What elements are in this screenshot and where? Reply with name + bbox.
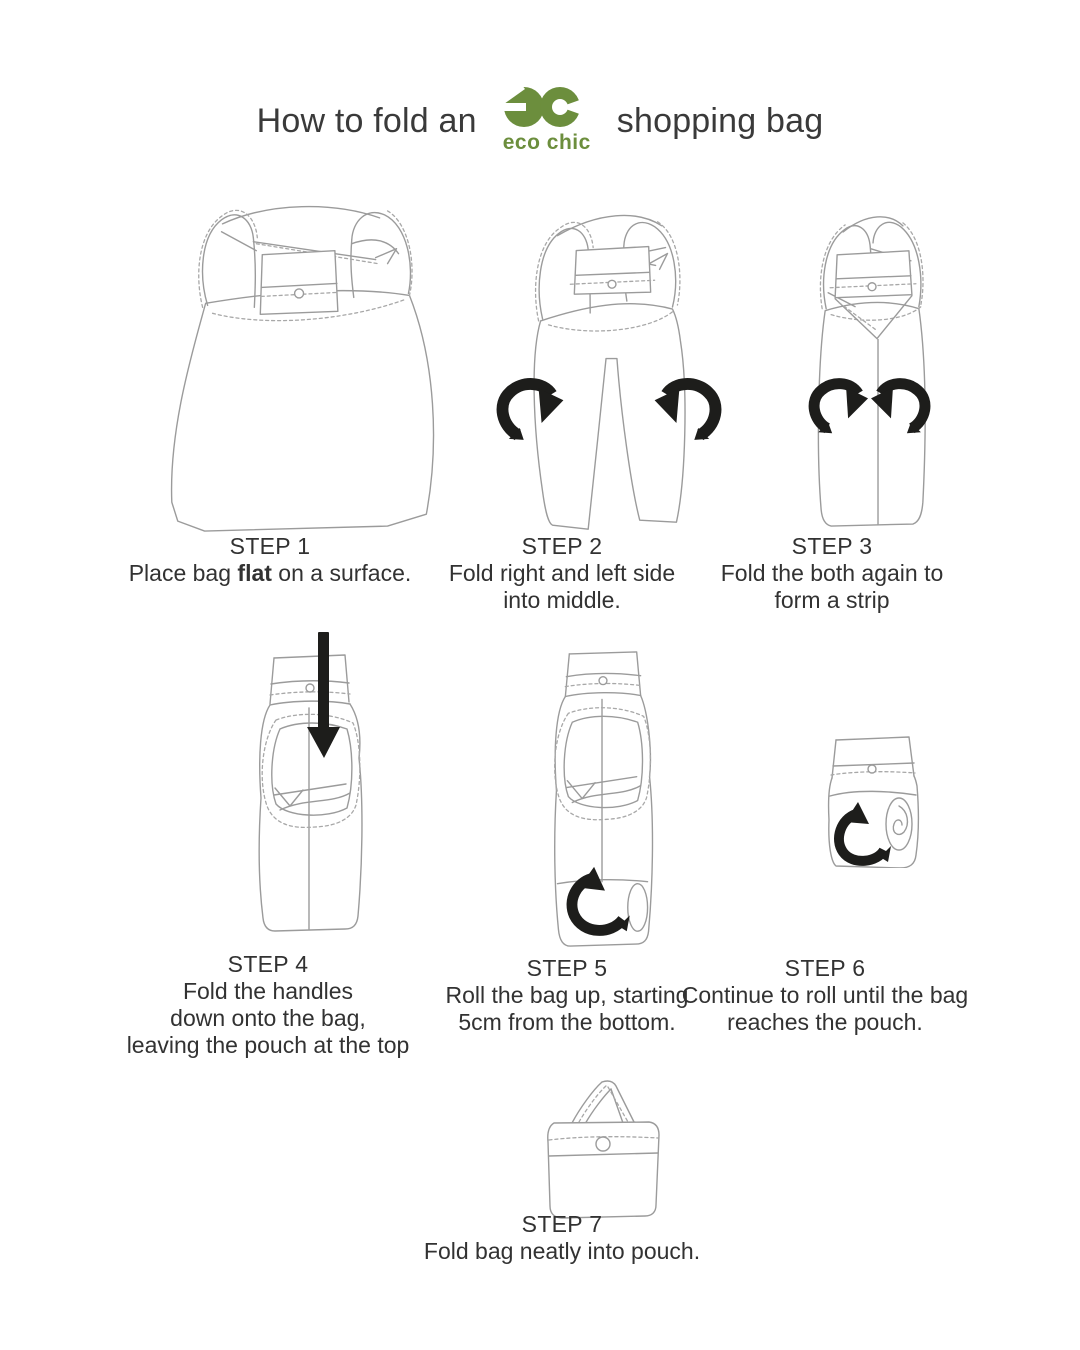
caption-line: Roll the bag up, starting xyxy=(445,981,689,1008)
brand-logo xyxy=(491,84,603,155)
step-7-label: STEP 7 xyxy=(521,1211,603,1237)
snap-button-icon xyxy=(295,289,304,298)
down-arrow-icon xyxy=(307,632,340,758)
caption-line: Fold the handles xyxy=(182,977,354,1004)
roll-edge xyxy=(628,884,648,932)
roll-up-arrow-icon xyxy=(839,802,891,862)
step-6-figure xyxy=(820,716,932,868)
strip-handles-down-illustration xyxy=(245,628,380,933)
step-2-figure xyxy=(490,194,730,546)
step-7-figure xyxy=(538,1072,668,1222)
step-3-caption xyxy=(692,533,972,614)
finished-pouch-illustration xyxy=(538,1072,668,1222)
pouch-panel xyxy=(260,251,338,315)
step-4-label: STEP 4 xyxy=(227,951,309,977)
snap-button-icon xyxy=(868,765,876,773)
step-5-label: STEP 5 xyxy=(526,955,608,981)
title-prefix: How to fold an xyxy=(256,102,477,140)
snap-button-icon xyxy=(599,677,607,685)
roll-up-arrow-icon xyxy=(572,867,630,931)
eco-chic-logo-icon xyxy=(501,84,593,130)
caption-line: reaches the pouch. xyxy=(727,1008,923,1035)
step-1-label: STEP 1 xyxy=(229,533,311,559)
caption-line: Fold bag neatly into pouch. xyxy=(423,1237,701,1264)
bag-strip-illustration xyxy=(795,199,965,533)
caption-line: Fold the both again to xyxy=(720,559,944,586)
caption-line: 5cm from the bottom. xyxy=(458,1008,676,1035)
logo-wordmark: eco chic xyxy=(502,131,591,154)
title-suffix: shopping bag xyxy=(616,102,824,140)
bag-sides-folded-illustration xyxy=(490,194,730,546)
step-2-label: STEP 2 xyxy=(521,533,603,559)
caption-line: leaving the pouch at the top xyxy=(126,1031,410,1058)
step-7-caption xyxy=(402,1211,722,1265)
step-6-caption xyxy=(660,955,990,1036)
bag-flat-illustration xyxy=(152,194,472,542)
caption-line: form a strip xyxy=(774,586,890,613)
step-1-figure xyxy=(152,194,472,542)
page-title xyxy=(0,84,1080,155)
caption-line: Continue to roll until the bag xyxy=(681,981,969,1008)
step-3-figure xyxy=(795,199,965,533)
snap-button-icon xyxy=(596,1137,610,1151)
step-6-label: STEP 6 xyxy=(784,955,866,981)
caption-line: down onto the bag, xyxy=(170,1004,366,1031)
rolled-bag-illustration xyxy=(820,716,932,868)
step-4-figure xyxy=(245,628,380,933)
snap-button-icon xyxy=(306,684,314,692)
step-1-caption xyxy=(110,533,430,587)
step-5-figure xyxy=(535,644,670,956)
strip-roll-start-illustration xyxy=(535,644,670,956)
snap-button-icon xyxy=(608,280,616,288)
step-2-caption xyxy=(422,533,702,614)
caption-line: Place bag flat on a surface. xyxy=(128,559,412,586)
step-3-label: STEP 3 xyxy=(791,533,873,559)
caption-line: Fold right and left side xyxy=(448,559,676,586)
snap-button-icon xyxy=(868,283,876,291)
step-4-caption xyxy=(118,951,418,1059)
caption-line: into middle. xyxy=(503,586,621,613)
